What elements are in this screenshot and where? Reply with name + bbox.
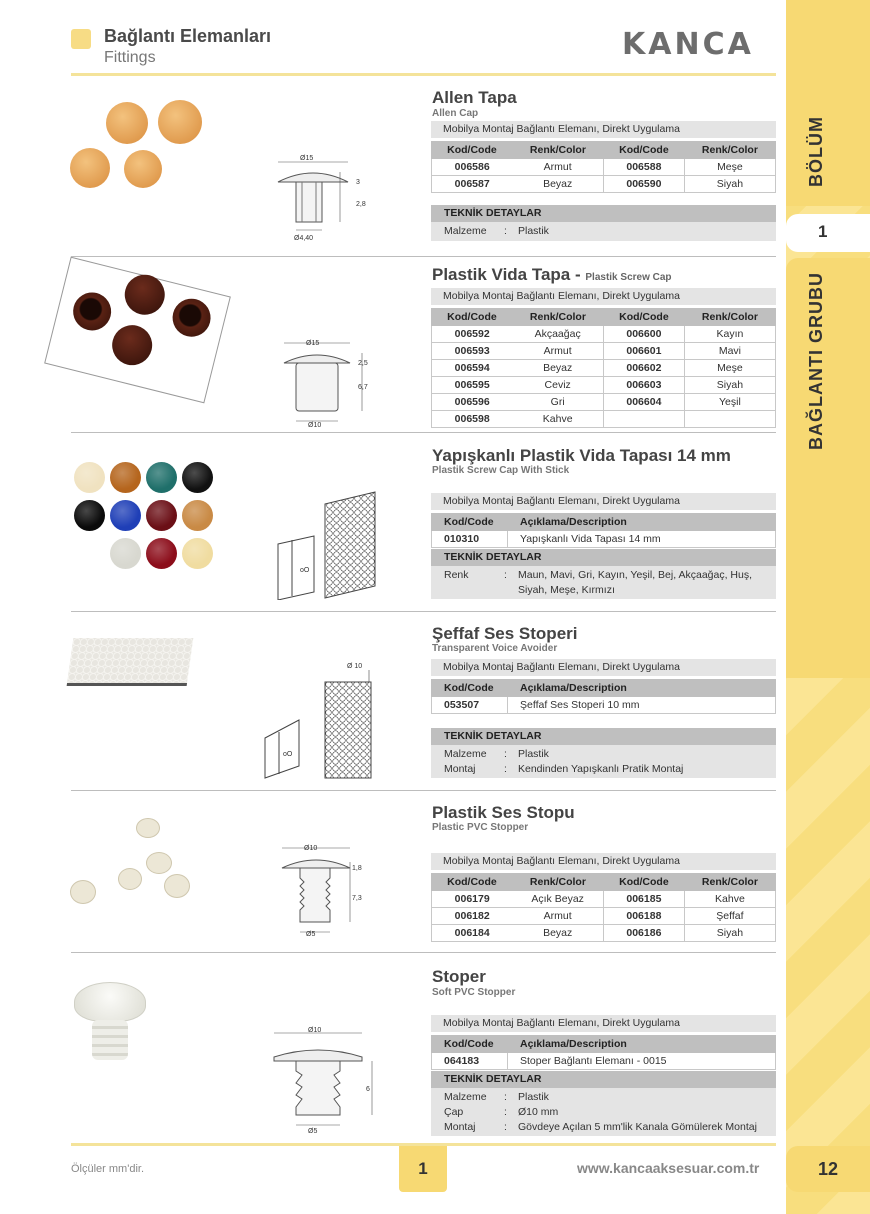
dim-label: 2,8 (356, 201, 366, 208)
footer-website-link[interactable]: www.kancaaksesuar.com.tr (577, 1160, 760, 1176)
product-code-table: Kod/Code Açıklama/Description 010310 Yapışkanlı Vida Tapası 14 mm (431, 513, 776, 548)
tech-details-header: TEKNİK DETAYLAR (431, 205, 776, 222)
product-usage-bar: Mobilya Montaj Bağlantı Elemanı, Direkt Uygulama (431, 493, 776, 510)
voice-avoider-drawing (255, 660, 380, 782)
table-row: 064183 Stoper Bağlantı Elemanı - 0015 (432, 1053, 776, 1070)
table-row: 006592 Akçaağaç 006600 Kayın (432, 326, 776, 343)
kanca-logo: KANCA (622, 27, 754, 62)
svg-text:Ø10: Ø10 (308, 422, 322, 429)
svg-text:Ø5: Ø5 (308, 1128, 318, 1135)
table-row: 006595 Ceviz 006603 Siyah (432, 377, 776, 394)
col-header: Renk/Color (684, 142, 775, 159)
product-title: Plastik Vida Tapa - Plastik Screw Cap (432, 265, 672, 284)
product-title: Yapışkanlı Plastik Vida Tapası 14 mm (432, 446, 731, 465)
table-row: 006596 Gri 006604 Yeşil (432, 394, 776, 411)
tech-details-header: TEKNİK DETAYLAR (431, 549, 776, 566)
section-divider (71, 952, 776, 953)
screw-cap-photo (44, 257, 231, 404)
allen-cap-drawing (268, 152, 388, 242)
svg-text:6,7: 6,7 (358, 384, 368, 391)
svg-text:Ø15: Ø15 (306, 340, 320, 347)
color-swatch (110, 462, 141, 493)
product-code-table: Kod/Code Renk/Color Kod/Code Renk/Color 006592 Akçaağaç 006600 Kayın 006593 Armut 006601 Mavi 006594 Beyaz 006602 Meşe 006595 Ceviz 006603 Siyah 006596 Gri 006604 Yeşil 006598 Kahve (431, 308, 776, 428)
svg-text:Ø10: Ø10 (308, 1027, 322, 1034)
pvc-stopper-drawing (270, 842, 390, 938)
product-subtitle: Plastic PVC Stopper (432, 822, 529, 833)
section-divider (71, 790, 776, 791)
page-number: 12 (786, 1146, 870, 1192)
product-code-table: Kod/Code Açıklama/Description 064183 Stoper Bağlantı Elemanı - 0015 (431, 1035, 776, 1070)
svg-text:7,3: 7,3 (352, 895, 362, 902)
dim-label: Ø4,40 (294, 235, 314, 242)
tech-details-body: Malzeme : Plastik Çap : Ø10 mm Montaj : Gövdeye Açılan 5 mm'lik Kanala Gömülerek Montaj (431, 1088, 776, 1136)
table-row: 006593 Armut 006601 Mavi (432, 343, 776, 360)
svg-text:Ø5: Ø5 (306, 931, 316, 938)
table-row: 006179 Açık Beyaz 006185 Kahve (432, 891, 776, 908)
table-row: 006598 Kahve (432, 411, 776, 428)
soft-stopper-photo (70, 978, 150, 1068)
tech-details-body: Malzeme : Plastik (431, 222, 776, 241)
table-row: 010310 Yapışkanlı Vida Tapası 14 mm (432, 531, 776, 548)
section-divider (71, 256, 776, 257)
color-swatch (146, 538, 177, 569)
table-row: 006587 Beyaz 006590 Siyah (432, 176, 776, 193)
product-title: Stoper (432, 967, 486, 986)
svg-text:6: 6 (366, 1086, 370, 1093)
color-swatch (110, 538, 141, 569)
col-header: Kod/Code (603, 142, 684, 159)
header-square-icon (71, 29, 91, 49)
dim-label: 3 (356, 179, 360, 186)
color-swatch (74, 500, 105, 531)
product-usage-bar: Mobilya Montaj Bağlantı Elemanı, Direkt Uygulama (431, 1015, 776, 1032)
svg-text:oO: oO (283, 751, 293, 758)
color-swatch (182, 500, 213, 531)
section-divider (71, 611, 776, 612)
soft-stopper-drawing (268, 1025, 388, 1135)
side-group-box (786, 258, 870, 678)
color-swatch (182, 462, 213, 493)
screw-cap-drawing (272, 335, 392, 430)
footer-note: Ölçüler mm'dir. (71, 1163, 144, 1175)
side-bolum-box (786, 0, 870, 206)
svg-text:oO: oO (300, 567, 310, 574)
product-subtitle: Transparent Voice Avoider (432, 643, 558, 654)
tech-details-header: TEKNİK DETAYLAR (431, 728, 776, 745)
side-number-box (786, 214, 870, 252)
color-swatch (110, 500, 141, 531)
table-row: 006594 Beyaz 006602 Meşe (432, 360, 776, 377)
product-usage-bar: Mobilya Montaj Bağlantı Elemanı, Direkt Uygulama (431, 853, 776, 870)
tech-details-header: TEKNİK DETAYLAR (431, 1071, 776, 1088)
tech-details-body: Renk : Maun, Mavi, Gri, Kayın, Yeşil, Bej, Akçaağaç, Huş, Siyah, Meşe, Kırmızı (431, 566, 776, 599)
pvc-stopper-photo (66, 812, 206, 912)
side-bolum-label: BÖLÜM (806, 116, 826, 187)
product-title: Allen Tapa (432, 88, 517, 107)
table-row: 053507 Şeffaf Ses Stoperi 10 mm (432, 697, 776, 714)
product-title: Plastik Ses Stopu (432, 803, 575, 822)
color-swatch (146, 462, 177, 493)
side-group-label: BAĞLANTI GRUBU (806, 272, 826, 450)
svg-text:2,5: 2,5 (358, 360, 368, 367)
section-divider (71, 432, 776, 433)
col-header: Kod/Code (432, 142, 513, 159)
svg-text:1,8: 1,8 (352, 865, 362, 872)
product-code-table: Kod/Code Renk/Color Kod/Code Renk/Color 006179 Açık Beyaz 006185 Kahve 006182 Armut 006188 Şeffaf 006184 Beyaz 006186 Siyah (431, 873, 776, 942)
allen-cap-photo (66, 98, 216, 198)
table-row: 006182 Armut 006188 Şeffaf (432, 908, 776, 925)
product-usage-bar: Mobilya Montaj Bağlantı Elemanı, Direkt Uygulama (431, 288, 776, 305)
tech-details-body: Malzeme : Plastik Montaj : Kendinden Yapışkanlı Pratik Montaj (431, 745, 776, 778)
product-code-table (431, 141, 776, 193)
product-title: Şeffaf Ses Stoperi (432, 624, 578, 643)
svg-text:Ø 10: Ø 10 (347, 663, 363, 670)
product-subtitle: Soft PVC Stopper (432, 987, 516, 998)
header-divider (71, 73, 776, 76)
dim-label: Ø15 (300, 155, 314, 162)
product-subtitle: Plastik Screw Cap With Stick (432, 465, 570, 476)
transparent-stopper-sheet-photo (67, 638, 194, 686)
footer-section-number: 1 (399, 1146, 447, 1192)
page-subtitle: Fittings (104, 49, 156, 66)
color-swatch (182, 538, 213, 569)
table-row: 006184 Beyaz 006186 Siyah (432, 925, 776, 942)
product-code-table: Kod/Code Açıklama/Description 053507 Şeffaf Ses Stoperi 10 mm (431, 679, 776, 714)
side-section-number: 1 (818, 222, 828, 241)
svg-text:Ø10: Ø10 (304, 845, 318, 852)
product-usage-bar: Mobilya Montaj Bağlantı Elemanı, Direkt Uygulama (431, 121, 776, 138)
page-title: Bağlantı Elemanları (104, 26, 272, 46)
color-swatches (72, 460, 220, 572)
table-row: 006586 Armut 006588 Meşe (432, 159, 776, 176)
color-swatch (74, 462, 105, 493)
product-subtitle: Allen Cap (432, 108, 479, 119)
product-usage-bar: Mobilya Montaj Bağlantı Elemanı, Direkt Uygulama (431, 659, 776, 676)
sticker-sheet-drawing (270, 488, 380, 600)
col-header: Renk/Color (512, 142, 603, 159)
color-swatch (146, 500, 177, 531)
